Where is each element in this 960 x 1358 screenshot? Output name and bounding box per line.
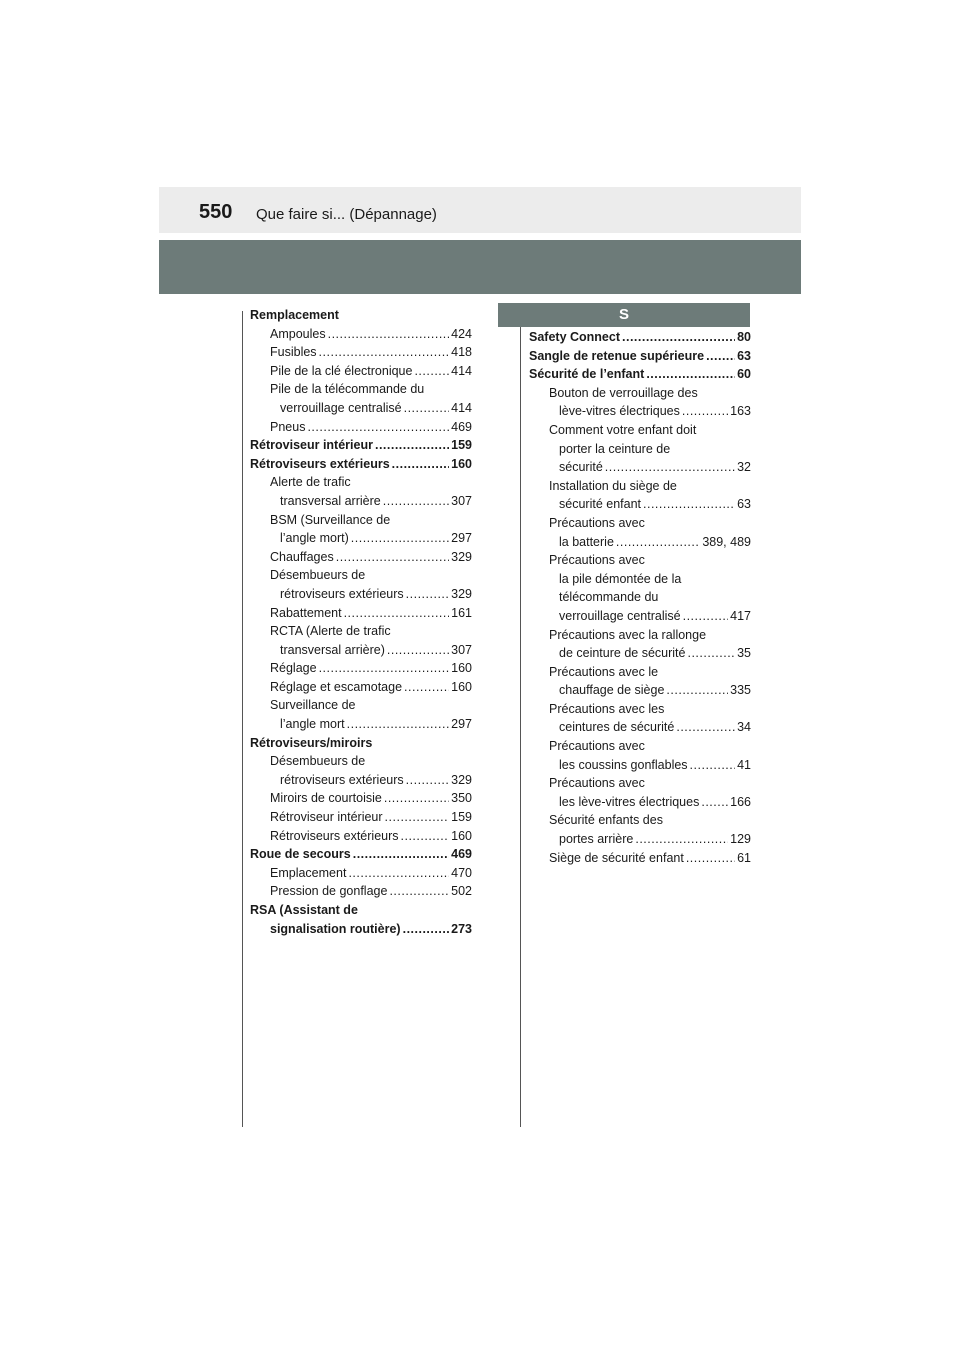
index-entry	[529, 774, 751, 793]
dot-leader	[690, 756, 736, 775]
index-entry-page[interactable]: 160	[451, 679, 472, 694]
index-entry-page[interactable]: 329	[451, 549, 472, 564]
index-entry-text: Comment votre enfant doit	[549, 422, 697, 437]
index-entry-page[interactable]: 163	[730, 404, 751, 419]
index-entry-text: chauffage de siège	[559, 683, 665, 698]
index-entry-text: transversal arrière	[280, 493, 381, 508]
index-entry-text: BSM (Surveillance de	[270, 512, 391, 527]
index-entry	[250, 585, 472, 604]
index-entry	[529, 477, 751, 496]
dot-leader	[706, 347, 735, 366]
index-entry-text: Sangle de retenue supérieure	[529, 348, 705, 363]
index-entry	[250, 548, 472, 567]
index-entry	[250, 827, 472, 846]
index-entry-text: Installation du siège de	[549, 478, 677, 493]
dot-leader	[404, 678, 449, 697]
index-entry	[250, 734, 472, 753]
index-entry-page[interactable]: 329	[451, 586, 472, 601]
index-entry-text: Bouton de verrouillage des	[549, 385, 698, 400]
index-entry-text: Rétroviseur intérieur	[250, 438, 373, 453]
index-entry	[529, 793, 751, 812]
index-entry	[250, 418, 472, 437]
index-entry-text: Rétroviseurs extérieurs	[250, 456, 390, 471]
dot-leader	[635, 830, 728, 849]
index-entry-text: Alerte de trafic	[270, 475, 351, 490]
index-entry-page[interactable]: 160	[451, 456, 472, 471]
index-entry-text: la pile démontée de la	[559, 571, 682, 586]
index-entry-text: la batterie	[559, 534, 614, 549]
index-entry-page[interactable]: 297	[451, 717, 472, 732]
index-entry	[529, 402, 751, 421]
dot-leader	[383, 492, 449, 511]
index-entry-text: Pile de la télécommande du	[270, 382, 425, 397]
index-entry-page[interactable]: 129	[730, 832, 751, 847]
dot-leader	[347, 715, 450, 734]
index-entry-page[interactable]: 35	[737, 646, 751, 661]
dot-leader	[686, 849, 735, 868]
index-entry	[529, 533, 751, 552]
index-entry-text: Pneus	[270, 419, 306, 434]
index-entry	[250, 622, 472, 641]
middle-column-rule	[520, 311, 521, 1127]
index-entry-page[interactable]: 502	[451, 884, 472, 899]
index-entry	[529, 737, 751, 756]
index-entry-page[interactable]: 469	[451, 847, 472, 862]
index-entry-text: Roue de secours	[250, 847, 351, 862]
index-entry-text: sécurité	[559, 460, 603, 475]
index-entry-text: Pression de gonflage	[270, 884, 388, 899]
index-entry	[250, 920, 472, 939]
index-entry	[250, 325, 472, 344]
index-entry	[250, 715, 472, 734]
index-entry-text: de ceinture de sécurité	[559, 646, 686, 661]
index-entry-page[interactable]: 63	[737, 497, 751, 512]
dot-leader	[307, 418, 449, 437]
index-entry	[529, 756, 751, 775]
dot-leader	[403, 920, 450, 939]
index-entry-text: verrouillage centralisé	[280, 400, 402, 415]
index-entry	[529, 514, 751, 533]
index-entry	[529, 421, 751, 440]
index-entry-text: Précautions avec	[549, 776, 645, 791]
index-entry-text: Siège de sécurité enfant	[549, 850, 684, 865]
index-entry	[529, 663, 751, 682]
index-entry	[250, 511, 472, 530]
index-entry	[529, 495, 751, 514]
index-entry	[250, 399, 472, 418]
index-entry-text: Précautions avec	[549, 739, 645, 754]
index-entry	[250, 492, 472, 511]
index-entry	[250, 771, 472, 790]
index-entry-page[interactable]: 159	[451, 438, 472, 453]
index-entry	[529, 681, 751, 700]
index-entry	[250, 882, 472, 901]
index-entry	[529, 365, 751, 384]
index-entry-page[interactable]: 469	[451, 419, 472, 434]
dot-leader	[336, 548, 449, 567]
section-bar	[159, 240, 801, 294]
index-entry-page[interactable]: 470	[451, 865, 472, 880]
index-entry-text: rétroviseurs extérieurs	[280, 586, 404, 601]
index-entry-text: porter la ceinture de	[559, 441, 671, 456]
index-entry-text: portes arrière	[559, 832, 634, 847]
index-entry-text: Surveillance de	[270, 698, 356, 713]
index-entry	[529, 644, 751, 663]
index-entry-text: sécurité enfant	[559, 497, 641, 512]
index-entry-page[interactable]: 418	[451, 345, 472, 360]
index-entry	[529, 830, 751, 849]
index-entry	[250, 641, 472, 660]
dot-leader	[683, 607, 729, 626]
index-entry-text: Rétroviseur intérieur	[270, 810, 383, 825]
index-entry-page[interactable]: 307	[451, 493, 472, 508]
index-entry-page[interactable]: 414	[451, 363, 472, 378]
index-entry-page[interactable]: 389, 489	[702, 534, 751, 549]
index-entry	[529, 440, 751, 459]
index-entry	[250, 306, 472, 325]
index-entry	[529, 849, 751, 868]
index-entry-page[interactable]: 307	[451, 642, 472, 657]
index-entry-page[interactable]: 159	[451, 810, 472, 825]
index-entry-text: Réglage et escamotage	[270, 679, 403, 694]
index-column-left	[250, 306, 472, 938]
dot-leader	[414, 362, 449, 381]
dot-leader	[353, 845, 449, 864]
page-title: Que faire si... (Dépannage)	[256, 206, 437, 223]
index-entry-page[interactable]: 160	[451, 661, 472, 676]
index-entry-page[interactable]: 60	[737, 367, 751, 382]
index-entry-text: ceintures de sécurité	[559, 720, 675, 735]
index-entry-text: Rétroviseurs extérieurs	[270, 828, 399, 843]
dot-leader	[701, 793, 728, 812]
index-entry-text: Désembueurs de	[270, 568, 366, 583]
index-entry-text: Précautions avec	[549, 515, 645, 530]
left-column-rule	[242, 311, 243, 1127]
index-entry	[250, 901, 472, 920]
index-entry	[250, 752, 472, 771]
dot-leader	[385, 808, 450, 827]
index-entry	[250, 696, 472, 715]
index-entry-text: RCTA (Alerte de trafic	[270, 624, 391, 639]
dot-leader	[406, 585, 449, 604]
index-entry-text: Précautions avec	[549, 553, 645, 568]
index-entry-page[interactable]: 80	[737, 330, 751, 344]
index-entry	[250, 436, 472, 455]
index-entry	[250, 455, 472, 474]
index-entry	[250, 566, 472, 585]
index-entry-page[interactable]: 34	[737, 720, 751, 735]
dot-leader	[389, 882, 449, 901]
dot-leader	[666, 681, 728, 700]
index-entry-page[interactable]: 273	[451, 921, 472, 936]
index-entry-page[interactable]: 417	[730, 608, 751, 623]
index-entry-text: Safety Connect	[529, 330, 620, 344]
dot-leader	[328, 325, 450, 344]
dot-leader	[406, 771, 449, 790]
index-entry	[250, 808, 472, 827]
index-entry-page[interactable]: 161	[451, 605, 472, 620]
index-entry	[250, 789, 472, 808]
dot-leader	[687, 644, 735, 663]
index-entry	[529, 328, 751, 347]
dot-leader	[387, 641, 449, 660]
index-entry	[529, 811, 751, 830]
index-entry-text: Miroirs de courtoisie	[270, 791, 382, 806]
index-entry	[250, 362, 472, 381]
dot-leader	[646, 365, 735, 384]
index-entry	[250, 678, 472, 697]
index-entry-page[interactable]: 297	[451, 531, 472, 546]
section-letter-tab: S	[498, 303, 750, 327]
index-entry-text: télécommande du	[559, 590, 659, 605]
index-entry-page[interactable]: 335	[730, 683, 751, 698]
index-entry-page[interactable]: 32	[737, 460, 751, 475]
index-entry-text: Pile de la clé électronique	[270, 363, 413, 378]
index-entry-text: rétroviseurs extérieurs	[280, 772, 404, 787]
index-entry-text: Rabattement	[270, 605, 342, 620]
dot-leader	[344, 604, 450, 623]
dot-leader	[643, 495, 735, 514]
dot-leader	[616, 533, 700, 552]
index-entry-page[interactable]: 329	[451, 772, 472, 787]
index-entry-text: Réglage	[270, 661, 317, 676]
index-entry	[529, 588, 751, 607]
index-entry	[529, 551, 751, 570]
index-entry-text: transversal arrière)	[280, 642, 385, 657]
index-entry	[529, 607, 751, 626]
dot-leader	[682, 402, 728, 421]
dot-leader	[319, 659, 450, 678]
index-entry	[529, 458, 751, 477]
index-entry-page[interactable]: 41	[737, 757, 751, 772]
index-entry-text: Sécurité enfants des	[549, 813, 663, 828]
index-entry-text: Sécurité de l’enfant	[529, 367, 645, 382]
index-entry-page[interactable]: 414	[451, 400, 472, 415]
dot-leader	[605, 458, 735, 477]
index-entry	[250, 380, 472, 399]
dot-leader	[622, 328, 735, 347]
index-entry	[529, 626, 751, 645]
index-entry-text: Emplacement	[270, 865, 347, 880]
index-entry	[250, 604, 472, 623]
index-entry	[529, 347, 751, 366]
index-entry-text: Fusibles	[270, 345, 317, 360]
index-entry-page[interactable]: 63	[737, 348, 751, 363]
page-number: 550	[199, 201, 233, 223]
index-entry-text: Précautions avec les	[549, 701, 665, 716]
dot-leader	[348, 864, 449, 883]
dot-leader	[401, 827, 450, 846]
index-entry-text: RSA (Assistant de	[250, 903, 358, 917]
index-entry-text: Précautions avec le	[549, 664, 659, 679]
index-entry	[250, 529, 472, 548]
index-entry-text: Ampoules	[270, 326, 326, 341]
index-entry-text: verrouillage centralisé	[559, 608, 681, 623]
index-entry	[250, 343, 472, 362]
index-entry-page[interactable]: 350	[451, 791, 472, 806]
index-entry-text: signalisation routière)	[270, 921, 401, 936]
index-entry-text: lève-vitres électriques	[559, 404, 680, 419]
dot-leader	[384, 789, 449, 808]
dot-leader	[404, 399, 450, 418]
index-entry	[250, 864, 472, 883]
index-entry	[250, 473, 472, 492]
index-entry	[250, 845, 472, 864]
dot-leader	[319, 343, 450, 362]
index-entry-text: Désembueurs de	[270, 754, 366, 769]
index-entry-text: Remplacement	[250, 308, 339, 322]
index-entry-page[interactable]: 160	[451, 828, 472, 843]
dot-leader	[375, 436, 449, 455]
index-entry-text: Rétroviseurs/miroirs	[250, 735, 373, 750]
index-entry-text: les lève-vitres électriques	[559, 794, 700, 809]
index-entry	[529, 384, 751, 403]
index-entry	[529, 700, 751, 719]
dot-leader	[392, 455, 449, 474]
index-entry-text: Chauffages	[270, 549, 334, 564]
index-entry-text: les coussins gonflables	[559, 757, 688, 772]
index-entry-page[interactable]: 166	[730, 794, 751, 809]
index-entry	[529, 570, 751, 589]
index-entry-text: l’angle mort)	[280, 531, 349, 546]
index-entry-text: l’angle mort	[280, 717, 345, 732]
index-entry-page[interactable]: 61	[737, 850, 751, 865]
index-entry	[250, 659, 472, 678]
index-entry-text: Précautions avec la rallonge	[549, 627, 707, 642]
index-column-right	[529, 328, 751, 867]
index-entry	[529, 718, 751, 737]
dot-leader	[351, 529, 449, 548]
index-entry-page[interactable]: 424	[451, 326, 472, 341]
dot-leader	[676, 718, 735, 737]
